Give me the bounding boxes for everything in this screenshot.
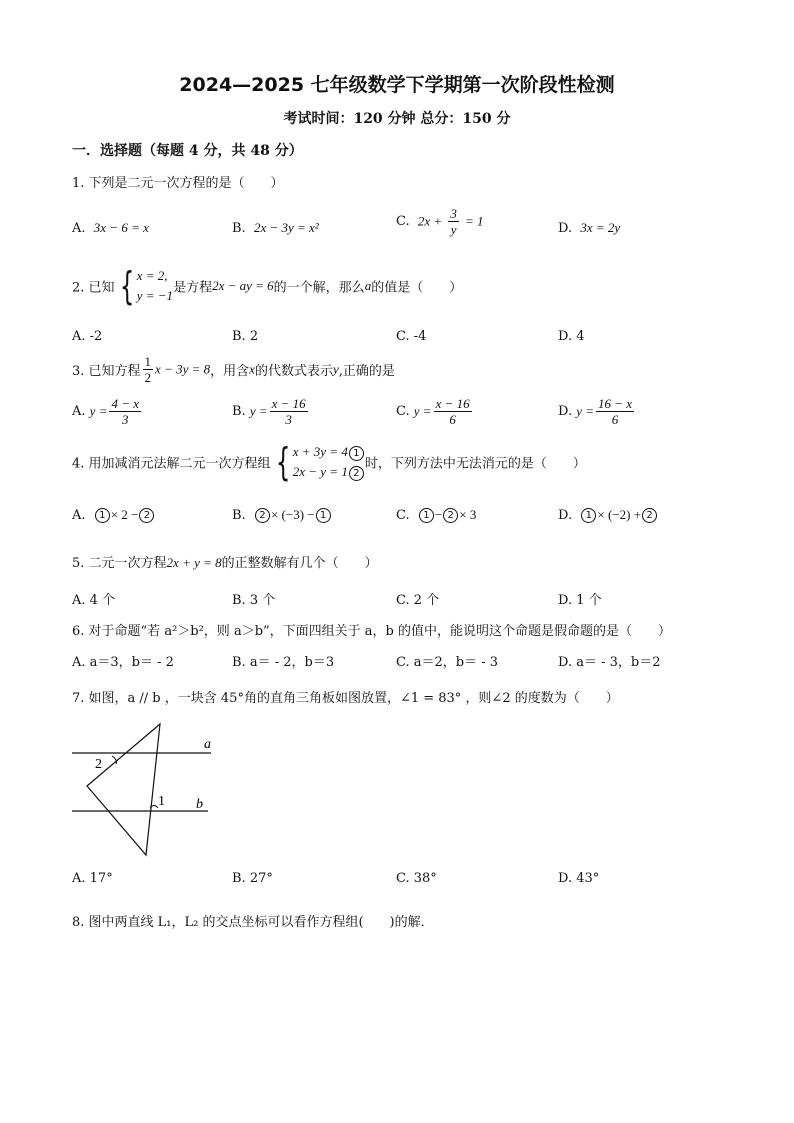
q1-option-c[interactable]: C. 2x + $\frac{3}{y}$ = 1 bbox=[396, 206, 484, 237]
q4-option-a[interactable]: A. 1 × 2 − 2 bbox=[72, 507, 155, 523]
q7-option-a[interactable]: A. 17° bbox=[72, 871, 113, 886]
question-3-stem: 3. 已知方程 $\frac{1}{2}$ x − 3y = 8，用含x的代数式表示y,正确的是 bbox=[72, 354, 395, 385]
question-6-stem: 6. 对于命题“若 a²＞b²，则 a＞b”，下面四组关于 a，b 的值中，能说明这个命题是假命题的是（ ） bbox=[72, 624, 671, 639]
q3-fraction: $\frac{1}{2}$ bbox=[144, 354, 152, 385]
question-8-stem: 8. 图中两直线 L₁，L₂ 的交点坐标可以看作方程组( )的解． bbox=[72, 915, 434, 930]
label-angle-1: 1 bbox=[158, 794, 165, 809]
q4-system: x + 3y = 4 1 2x − y = 1 2 bbox=[293, 442, 365, 482]
q2-option-c[interactable]: C. -4 bbox=[396, 329, 427, 344]
q1-d-expression: 3x = 2y bbox=[580, 220, 621, 235]
q1-option-b[interactable] bbox=[232, 220, 319, 236]
q5-option-d[interactable]: D. 1 个 bbox=[558, 593, 602, 608]
q7-option-d[interactable]: D. 43° bbox=[558, 871, 600, 886]
label-angle-2: 2 bbox=[95, 757, 102, 772]
q7-option-c[interactable]: C. 38° bbox=[396, 871, 437, 886]
question-5-stem: 5. 二元一次方程2x + y = 8的正整数解有几个（ ） bbox=[72, 555, 378, 571]
q6-option-d[interactable]: D. a＝ - 3，b＝2 bbox=[558, 655, 661, 670]
q4-option-b[interactable]: B. 2 × (−3) − 1 bbox=[232, 507, 332, 523]
exam-info: 考试时间：120 分钟 总分：150 分 bbox=[283, 111, 511, 127]
option-label: D. bbox=[558, 221, 573, 236]
q6-option-b[interactable]: B. a＝ - 2，b＝3 bbox=[232, 655, 335, 670]
q7-figure bbox=[66, 716, 226, 860]
q1-b-expression: 2x − 3y = x² bbox=[253, 220, 319, 235]
brace-symbol: { bbox=[119, 264, 134, 308]
q1-option-d[interactable] bbox=[558, 220, 620, 236]
question-4-stem: 4. 用加减消元法解二元一次方程组 { x + 3y = 4 1 2x − y = 1 2 时，下列方法中无法消元的是（ ） bbox=[72, 440, 586, 484]
question-1-stem: 1. 下列是二元一次方程的是（ ） bbox=[72, 176, 284, 191]
option-label: A. bbox=[72, 221, 86, 236]
q3-option-d[interactable]: D. y = $\frac{16 - x}{6}$ bbox=[558, 396, 633, 427]
q1-c-expression: 2x + bbox=[417, 213, 443, 229]
q3-option-a[interactable]: A. y = $\frac{4 - x}{3}$ bbox=[72, 396, 140, 427]
q6-option-c[interactable]: C. a＝2，b＝ - 3 bbox=[396, 655, 499, 670]
q7-option-b[interactable]: B. 27° bbox=[232, 871, 273, 886]
label-a: a bbox=[204, 737, 211, 752]
q6-option-a[interactable]: A. a＝3，b＝ - 2 bbox=[72, 655, 174, 670]
q2-option-d[interactable]: D. 4 bbox=[558, 329, 585, 344]
q1-c-fraction: $\frac{3}{y}$ bbox=[450, 206, 457, 237]
question-2-stem: 2. 已知 { x = 2, y = −1 是方程2x − ay = 6的一个解，那么a的值是（ ） bbox=[72, 264, 463, 308]
brace-symbol: { bbox=[275, 440, 290, 484]
label-b: b bbox=[196, 797, 203, 812]
q1-option-a[interactable] bbox=[72, 220, 149, 236]
option-label: C. bbox=[396, 214, 410, 229]
section-heading: 一．选择题（每题 4 分，共 48 分） bbox=[72, 143, 303, 159]
q2-option-b[interactable]: B. 2 bbox=[232, 329, 259, 344]
q4-option-d[interactable]: D. 1 × (−2) + 2 bbox=[558, 507, 658, 523]
q5-option-c[interactable]: C. 2 个 bbox=[396, 593, 440, 608]
q2-option-a[interactable]: A. -2 bbox=[72, 329, 103, 344]
triangle-ruler bbox=[87, 724, 160, 855]
option-label: B. bbox=[232, 221, 246, 236]
q3-option-b[interactable]: B. y = $\frac{x - 16}{3}$ bbox=[232, 396, 306, 427]
q1-a-expression: 3x − 6 = x bbox=[93, 220, 149, 235]
page-title: 2024—2025 七年级数学下学期第一次阶段性检测 bbox=[179, 74, 615, 96]
q5-option-a[interactable]: A. 4 个 bbox=[72, 593, 116, 608]
q3-option-c[interactable]: C. y = $\frac{x - 16}{6}$ bbox=[396, 396, 470, 427]
question-7-stem: 7. 如图，a // b ，一块含 45°角的直角三角板如图放置，∠1 = 83° ，则∠2 的度数为（ ） bbox=[72, 691, 619, 706]
q4-option-c[interactable]: C. 1 − 2 × 3 bbox=[396, 507, 477, 523]
q5-option-b[interactable]: B. 3 个 bbox=[232, 593, 276, 608]
q2-system: x = 2, y = −1 bbox=[136, 268, 174, 303]
